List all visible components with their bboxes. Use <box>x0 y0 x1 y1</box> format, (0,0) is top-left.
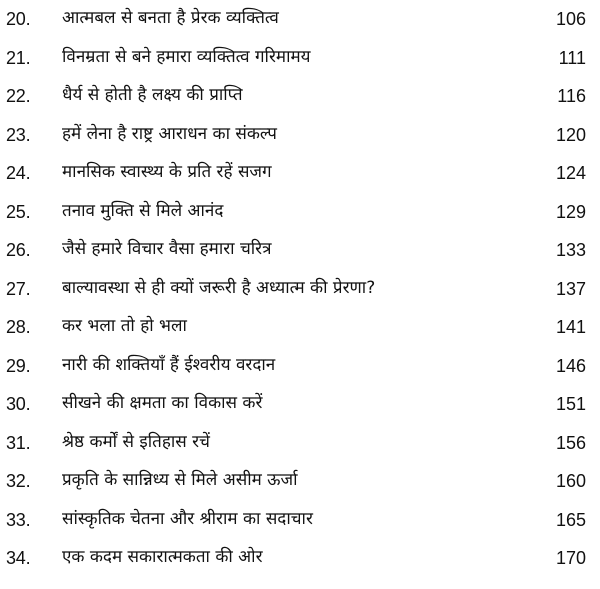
chapter-number: 31. <box>6 432 31 453</box>
toc-entry <box>0 272 600 311</box>
page-number: 106 <box>555 9 586 29</box>
page-number: 146 <box>555 355 586 376</box>
chapter-number: 26. <box>6 240 31 260</box>
chapter-number: 20. <box>6 9 31 29</box>
chapter-number: 21. <box>6 47 31 68</box>
page-number: 133 <box>555 240 586 260</box>
toc-entry <box>0 464 600 503</box>
page-number: 160 <box>555 471 586 491</box>
chapter-title: बाल्यावस्था से ही क्यों जरूरी है अध्यात्म की प्रेरणा? <box>62 277 376 298</box>
toc-entry <box>0 118 600 157</box>
chapter-number: 27. <box>6 278 31 299</box>
toc-entry <box>0 41 600 80</box>
chapter-title: एक कदम सकारात्मकता की ओर <box>62 547 263 567</box>
page-number: 151 <box>555 394 586 414</box>
chapter-number: 33. <box>6 509 31 530</box>
page-number: 141 <box>555 317 586 337</box>
chapter-title: कर भला तो हो भला <box>62 316 187 336</box>
page-number: 170 <box>555 548 586 568</box>
chapter-number: 24. <box>6 163 31 183</box>
chapter-number: 25. <box>6 201 31 222</box>
chapter-number: 23. <box>6 124 31 145</box>
page-number: 129 <box>555 201 586 222</box>
chapter-number: 28. <box>6 317 31 337</box>
chapter-number: 32. <box>6 471 31 491</box>
toc-entry <box>0 541 600 580</box>
toc-entry <box>0 387 600 426</box>
toc-entry <box>0 503 600 542</box>
chapter-title: तनाव मुक्ति से मिले आनंद <box>62 200 224 221</box>
table-of-contents <box>0 2 600 580</box>
chapter-title: विनम्रता से बने हमारा व्यक्तित्व गरिमामय <box>62 46 311 67</box>
page-number: 120 <box>555 124 586 145</box>
chapter-title: आत्मबल से बनता है प्रेरक व्यक्तित्व <box>62 8 279 28</box>
toc-entry <box>0 349 600 388</box>
page-number: 111 <box>558 47 586 68</box>
chapter-title: श्रेष्ठ कर्मों से इतिहास रचें <box>62 431 210 452</box>
chapter-number: 22. <box>6 86 31 106</box>
toc-entry <box>0 2 600 41</box>
page-number: 116 <box>557 86 586 106</box>
toc-entry <box>0 233 600 272</box>
chapter-title: नारी की शक्तियाँ हैं ईश्वरीय वरदान <box>62 354 276 375</box>
page-number: 137 <box>555 278 586 299</box>
toc-entry <box>0 195 600 234</box>
chapter-number: 29. <box>6 355 31 376</box>
toc-entry <box>0 79 600 118</box>
toc-entry <box>0 156 600 195</box>
chapter-title: धैर्य से होती है लक्ष्य की प्राप्ति <box>62 85 243 105</box>
page-number: 156 <box>555 432 586 453</box>
chapter-title: सांस्कृतिक चेतना और श्रीराम का सदाचार <box>62 508 313 529</box>
chapter-title: मानसिक स्वास्थ्य के प्रति रहें सजग <box>62 162 272 182</box>
toc-entry <box>0 310 600 349</box>
chapter-number: 34. <box>6 548 31 568</box>
chapter-title: प्रकृति के सान्निध्य से मिले असीम ऊर्जा <box>62 470 298 490</box>
chapter-title: सीखने की क्षमता का विकास करें <box>62 393 263 413</box>
page-number: 124 <box>555 163 586 183</box>
chapter-title: हमें लेना है राष्ट्र आराधन का संकल्प <box>62 123 277 144</box>
chapter-number: 30. <box>6 394 31 414</box>
page-number: 165 <box>555 509 586 530</box>
toc-entry <box>0 426 600 465</box>
chapter-title: जैसे हमारे विचार वैसा हमारा चरित्र <box>62 239 272 259</box>
